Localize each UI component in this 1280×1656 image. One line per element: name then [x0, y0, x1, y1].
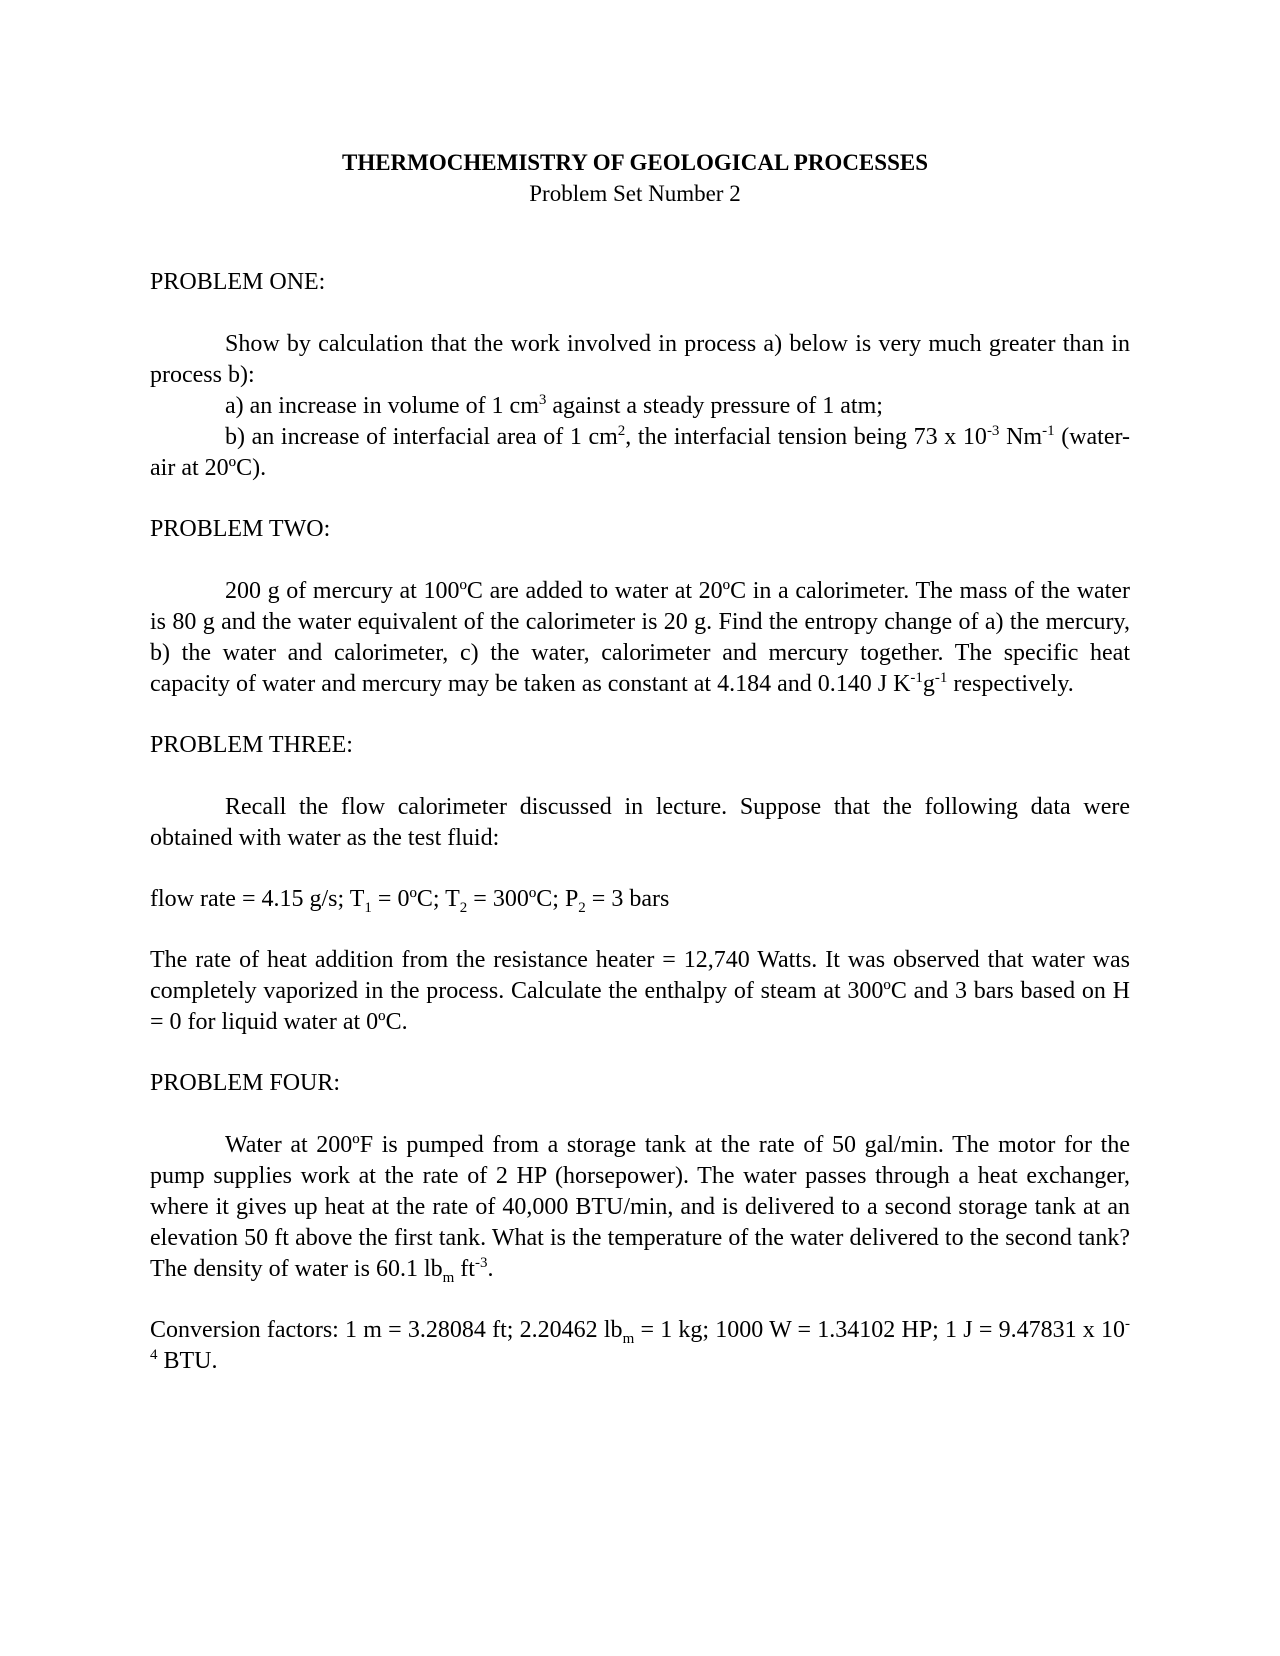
problem-three-section — [150, 730, 1130, 1038]
problem-one-item-b: b) an increase of interfacial area of 1 $cm^2$, the interfacial tension being 73 x $10^{-3}$ $Nm^{-1}$ (water-air at 20ºC). — [150, 423, 1131, 481]
problem-two-section — [150, 514, 1130, 700]
document-subtitle: Problem Set Number 2 — [529, 181, 741, 206]
document-title: THERMOCHEMISTRY OF GEOLOGICAL PROCESSES — [341, 150, 928, 175]
problem-one-heading: PROBLEM ONE: — [150, 269, 326, 295]
document-page — [150, 147, 1130, 1377]
problem-four-text: Water at 200ºF is pumped from a storage tank at the rate of 50 gal/min. The motor for the pump supplies work at the rate of 2 HP (horsepower). The water passes through a heat exchanger, where it gives up heat at the rate of 40,000 BTU/min, and is delivered to a second storage tank at an elevation 50 ft above the first tank. What is the temperature of the water delivered to the second tank? The density of water is 60.1 $lb_m$ $ft^{-3}$. — [150, 1132, 1130, 1286]
problem-three-data: flow rate = 4.15 g/s; $T_1$ = 0ºC; $T_2$ = 300ºC; $P_2 = 3$ bars — [150, 886, 670, 916]
problem-three-heading: PROBLEM THREE: — [150, 732, 353, 758]
problem-one-section — [150, 267, 1130, 484]
problem-four-section — [150, 1068, 1130, 1377]
problem-four-conversion-factors: Conversion factors: 1 m = 3.28084 ft; 2.20462 $lb_m = 1$ kg; 1000 W = 1.34102 HP; 1 J = 9.47831 x $10^{-4}$ BTU. — [150, 1316, 1131, 1374]
problem-one-item-a: a) an increase in volume of 1 $cm^3$ against a steady pressure of 1 atm; — [225, 392, 883, 419]
problem-four-heading: PROBLEM FOUR: — [150, 1070, 341, 1096]
problem-one-intro: Show by calculation that the work involved in process a) below is very much greater than in process b): — [150, 331, 1130, 388]
problem-three-text: The rate of heat addition from the resistance heater = 12,740 Watts. It was observed that water was completely vaporized in the process. Calculate the enthalpy of steam at 300ºC and 3 bars based on H = 0 for liquid water at 0ºC. — [150, 947, 1130, 1035]
problem-three-intro: Recall the flow calorimeter discussed in lecture. Suppose that the following data were obtained with water as the test fluid: — [150, 794, 1130, 851]
problem-two-heading: PROBLEM TWO: — [150, 516, 331, 542]
problem-two-text: 200 g of mercury at 100ºC are added to water at 20ºC in a calorimeter. The mass of the water is 80 g and the water equivalent of the calorimeter is 20 g. Find the entropy change of a) the mercury, b) the water and calorimeter, c) the water, calorimeter and mercury together. The specific heat capacity of water and mercury may be taken as constant at 4.184 and 0.140 J $K^{-1}g^{-1}$ respectively. — [150, 578, 1130, 697]
